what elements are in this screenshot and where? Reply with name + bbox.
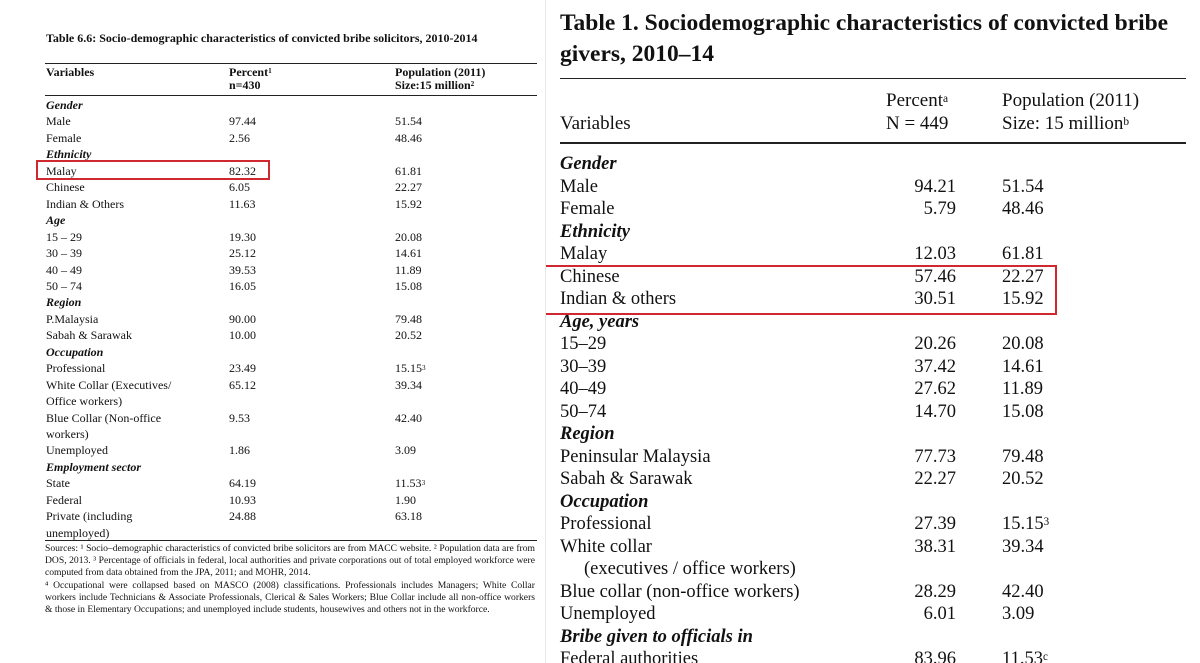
right-cell-label: 15–29 — [560, 334, 607, 354]
right-cell-population: 14.61 — [1002, 356, 1044, 377]
right-cell-label: Occupation — [560, 491, 649, 512]
left-section-region — [45, 294, 537, 310]
left-cell-percent: 25.12 — [229, 246, 256, 261]
left-cell-label: Malay — [46, 163, 77, 178]
left-cell-label: Age — [46, 213, 66, 228]
right-cell-label: Female — [560, 199, 615, 219]
right-cell-label: Blue collar (non-office workers) — [560, 581, 800, 602]
left-cell-population: 79.48 — [395, 311, 422, 326]
right-cell-percent: 37.42 — [914, 356, 956, 377]
left-note-sources: Sources: ¹ Socio–demographic characteristics of convicted bribe solicitors are from MACC website. ² Population data are from DOS, 2013. ³ Percentage of officials in federal, local authorities and private corporations out of total employed workforce were computed from data obtained from the JPA, 2011; and MOHR, 2014. — [45, 543, 535, 579]
right-cell-population: 39.34 — [1002, 536, 1044, 557]
left-cell-label: Gender — [46, 98, 83, 112]
left-cell-population: 11.89 — [395, 262, 422, 277]
left-cell-percent: 6.05 — [229, 180, 250, 195]
left-cell-label: workers) — [46, 427, 89, 441]
right-cell-label: Ethnicity — [560, 221, 630, 242]
left-section-occupation — [45, 344, 537, 360]
left-cell-population: 15.08 — [395, 278, 422, 293]
right-cell-percent: 6.01 — [923, 604, 956, 624]
right-cell-label: Gender — [560, 154, 617, 174]
left-row-white-collar-executives — [45, 377, 537, 393]
right-cell-label: Bribe given to officials in — [560, 626, 753, 647]
right-row-female — [560, 198, 1186, 220]
right-cell-population: 20.08 — [1002, 334, 1044, 354]
right-header-rule-bottom — [560, 142, 1186, 144]
left-cell-label: State — [46, 476, 70, 491]
left-cell-population: 11.53$^3$ — [395, 476, 426, 491]
left-cell-label: Federal — [46, 492, 82, 507]
right-cell-label: 30–39 — [560, 356, 607, 377]
right-cell-label: Unemployed — [560, 604, 656, 624]
right-cell-population: 15.92 — [1002, 289, 1044, 309]
right-cell-percent: 20.26 — [914, 334, 956, 354]
right-cell-population: 15.15$^3$ — [1002, 514, 1050, 534]
left-header-population: Population (2011) — [395, 65, 486, 79]
left-row-50-74 — [45, 278, 537, 294]
left-cell-percent: 39.53 — [229, 262, 256, 277]
right-header-population: Population (2011) — [1002, 90, 1140, 111]
right-row-federal-authorities — [560, 648, 1186, 663]
left-header-rule-bottom — [45, 95, 537, 96]
right-cell-percent: 22.27 — [914, 469, 956, 489]
left-section-employment-sector — [45, 459, 537, 475]
left-cell-label: Indian & Others — [46, 196, 124, 211]
left-cell-percent: 97.44 — [229, 114, 256, 129]
left-note-occupation: ⁴ Occupational were collapsed based on MASCO (2008) classifications. Professionals includes Managers; White Collar workers include Technicians & Associate Professionals, Clerical & Sales Workers; Blue Collar include all non-office workers & those in Elementary Occupations; and unemployed include students, housewives and others not in the workforce. — [45, 579, 535, 616]
right-cell-population: 61.81 — [1002, 244, 1044, 264]
right-cell-population: 42.40 — [1002, 581, 1044, 602]
left-cell-percent: 23.49 — [229, 361, 256, 376]
left-cell-population: 15.15$^3$ — [395, 361, 426, 376]
left-cell-label: P.Malaysia — [46, 311, 99, 326]
left-cell-label: Employment sector — [46, 459, 141, 474]
left-row-unemployed — [45, 442, 537, 458]
right-cell-label: Malay — [560, 244, 608, 264]
right-row-blue-collar-non-office-workers — [560, 581, 1186, 603]
left-cell-label: 50 – 74 — [46, 278, 82, 293]
right-cell-percent: 38.31 — [914, 536, 956, 557]
left-cell-label: Male — [46, 114, 71, 129]
right-cell-population: 22.27 — [1002, 266, 1044, 287]
right-cell-label: White collar — [560, 536, 652, 557]
right-cell-percent: 12.03 — [914, 244, 956, 264]
left-cell-percent: 10.00 — [229, 328, 256, 343]
right-cell-percent: 94.21 — [914, 176, 956, 197]
right-header-rule-top — [560, 78, 1186, 79]
right-cell-label: Region — [560, 424, 615, 444]
right-section-occupation — [560, 491, 1186, 513]
right-row-male — [560, 176, 1186, 198]
left-cell-population: 3.09 — [395, 443, 416, 458]
left-cell-label: 15 – 29 — [46, 229, 82, 244]
left-cell-label: Female — [46, 130, 82, 145]
right-cell-percent: 30.51 — [914, 289, 956, 309]
left-row-indian-others — [45, 196, 537, 212]
right-row-30-39 — [560, 356, 1186, 378]
left-table-title: Table 6.6: Socio-demographic characteristics of convicted bribe solicitors, 2010-2014 — [46, 31, 478, 45]
left-cell-population: 61.81 — [395, 163, 422, 178]
left-cell-percent: 82.32 — [229, 163, 256, 178]
right-header-n: N = 449 — [886, 113, 949, 134]
left-cell-label: Office workers) — [46, 394, 123, 409]
left-cell-population: 22.27 — [395, 180, 422, 195]
left-section-gender — [45, 97, 537, 113]
left-cell-population: 14.61 — [395, 246, 422, 261]
right-cell-label: Peninsular Malaysia — [560, 446, 711, 467]
left-cell-percent: 64.19 — [229, 476, 256, 491]
left-row-blue-collar-non-office — [45, 410, 537, 426]
left-cell-label: 40 – 49 — [46, 262, 82, 277]
left-cell-percent: 65.12 — [229, 377, 256, 392]
right-header-percent: Percent$^a$ — [886, 90, 949, 111]
left-cell-percent: 16.05 — [229, 278, 256, 293]
right-row-malay — [560, 243, 1186, 265]
left-table-notes — [45, 543, 535, 616]
left-header-rule-top — [45, 63, 537, 64]
right-cell-label: Chinese — [560, 266, 620, 287]
left-cell-label: Blue Collar (Non-office — [46, 410, 162, 425]
left-highlight-box — [36, 160, 270, 180]
left-cell-label: White Collar (Executives/ — [46, 377, 172, 392]
left-row-state — [45, 475, 537, 491]
left-row-15-29 — [45, 229, 537, 245]
right-cell-population: 51.54 — [1002, 176, 1044, 197]
left-cell-percent: 24.88 — [229, 509, 256, 524]
left-cell-population: 48.46 — [395, 130, 422, 145]
left-row-federal — [45, 492, 537, 508]
left-section-age — [45, 212, 537, 228]
right-row-15-29 — [560, 333, 1186, 355]
left-cell-label: Professional — [46, 361, 106, 376]
left-cell-population: 39.34 — [395, 377, 422, 392]
right-cell-population: 15.08 — [1002, 401, 1044, 422]
left-header-percent: Percent$^1$ — [229, 65, 272, 79]
left-row-sabah-sarawak — [45, 327, 537, 343]
left-cell-population: 1.90 — [395, 492, 416, 507]
left-row-workers — [45, 426, 537, 442]
right-cell-population: 20.52 — [1002, 469, 1044, 489]
right-cell-percent: 5.79 — [923, 199, 956, 219]
left-cell-population: 63.18 — [395, 509, 422, 524]
left-row-private-including — [45, 508, 537, 524]
left-row-40-49 — [45, 262, 537, 278]
right-row-sabah-sarawak — [560, 468, 1186, 490]
right-section-ethnicity — [560, 221, 1186, 243]
left-table-panel — [0, 0, 545, 663]
right-cell-label: 50–74 — [560, 401, 607, 422]
left-cell-label: Chinese — [46, 180, 85, 195]
right-section-region — [560, 423, 1186, 445]
right-row-unemployed — [560, 603, 1186, 625]
right-cell-population: 11.89 — [1002, 379, 1043, 399]
left-cell-label: unemployed) — [46, 525, 110, 540]
right-cell-percent: 57.46 — [914, 266, 956, 287]
right-cell-percent: 27.62 — [914, 379, 956, 399]
left-header-size: Size:15 million$^2$ — [395, 78, 475, 92]
right-cell-population: 79.48 — [1002, 446, 1044, 467]
right-cell-percent: 77.73 — [914, 446, 956, 467]
left-cell-percent: 19.30 — [229, 229, 256, 244]
left-row-male — [45, 113, 537, 129]
right-header-size: Size: 15 million$^b$ — [1002, 113, 1130, 134]
right-cell-percent: 28.29 — [914, 581, 956, 602]
left-row-unemployed — [45, 525, 537, 541]
right-section-bribe-given-to-officials-in — [560, 626, 1186, 648]
left-cell-population: 42.40 — [395, 410, 422, 425]
right-cell-label: Sabah & Sarawak — [560, 469, 693, 489]
right-row-40-49 — [560, 378, 1186, 400]
right-cell-label: (executives / office workers) — [584, 559, 796, 579]
right-cell-label: Age, years — [560, 311, 640, 332]
left-row-30-39 — [45, 245, 537, 261]
left-table-rule-end — [45, 540, 537, 541]
left-cell-label: Private (including — [46, 509, 133, 524]
left-header-n: n=430 — [229, 78, 261, 92]
right-row-professional — [560, 513, 1186, 535]
left-cell-population: 51.54 — [395, 114, 422, 129]
left-header-variables: Variables — [46, 65, 95, 79]
left-cell-label: Region — [46, 295, 82, 310]
left-cell-label: Sabah & Sarawak — [46, 328, 132, 343]
left-cell-percent: 90.00 — [229, 311, 256, 326]
left-cell-population: 15.92 — [395, 196, 422, 211]
right-row-peninsular-malaysia — [560, 446, 1186, 468]
right-cell-population: 48.46 — [1002, 199, 1044, 219]
left-row-female — [45, 130, 537, 146]
right-row-50-74 — [560, 401, 1186, 423]
right-section-gender — [560, 153, 1186, 175]
right-table-title: Table 1. Sociodemographic characteristics of convicted bribe givers, 2010–14 — [560, 10, 1169, 67]
left-cell-population: 20.08 — [395, 229, 422, 244]
left-cell-label: Occupation — [46, 344, 104, 359]
right-cell-population: 11.53$^c$ — [1002, 649, 1048, 663]
left-row-professional — [45, 360, 537, 376]
left-cell-population: 20.52 — [395, 328, 422, 343]
left-cell-percent: 1.86 — [229, 443, 250, 458]
right-cell-percent: 14.70 — [914, 401, 956, 422]
left-cell-label: Unemployed — [46, 443, 108, 458]
left-cell-label: Ethnicity — [46, 147, 92, 162]
right-cell-percent: 27.39 — [914, 514, 956, 534]
right-row-white-collar — [560, 536, 1186, 558]
left-row-chinese — [45, 179, 537, 195]
right-cell-label: 40–49 — [560, 379, 607, 399]
right-cell-label: Professional — [560, 514, 652, 534]
left-cell-percent: 11.63 — [229, 196, 256, 211]
right-cell-percent: 83.96 — [914, 649, 956, 663]
left-row-office-workers — [45, 393, 537, 409]
right-highlight-box — [546, 265, 1057, 315]
right-cell-label: Male — [560, 176, 599, 197]
right-cell-population: 3.09 — [1002, 604, 1035, 624]
left-cell-percent: 10.93 — [229, 492, 256, 507]
left-cell-percent: 9.53 — [229, 410, 250, 425]
right-cell-label: Indian & others — [560, 289, 677, 309]
right-cell-label: Federal authorities — [560, 649, 699, 663]
left-cell-percent: 2.56 — [229, 130, 250, 145]
right-row-executives-office-workers — [560, 558, 1186, 580]
left-row-p-malaysia — [45, 311, 537, 327]
left-cell-label: 30 – 39 — [46, 246, 82, 261]
right-header-variables: Variables — [560, 113, 631, 134]
right-table-panel — [546, 0, 1200, 663]
